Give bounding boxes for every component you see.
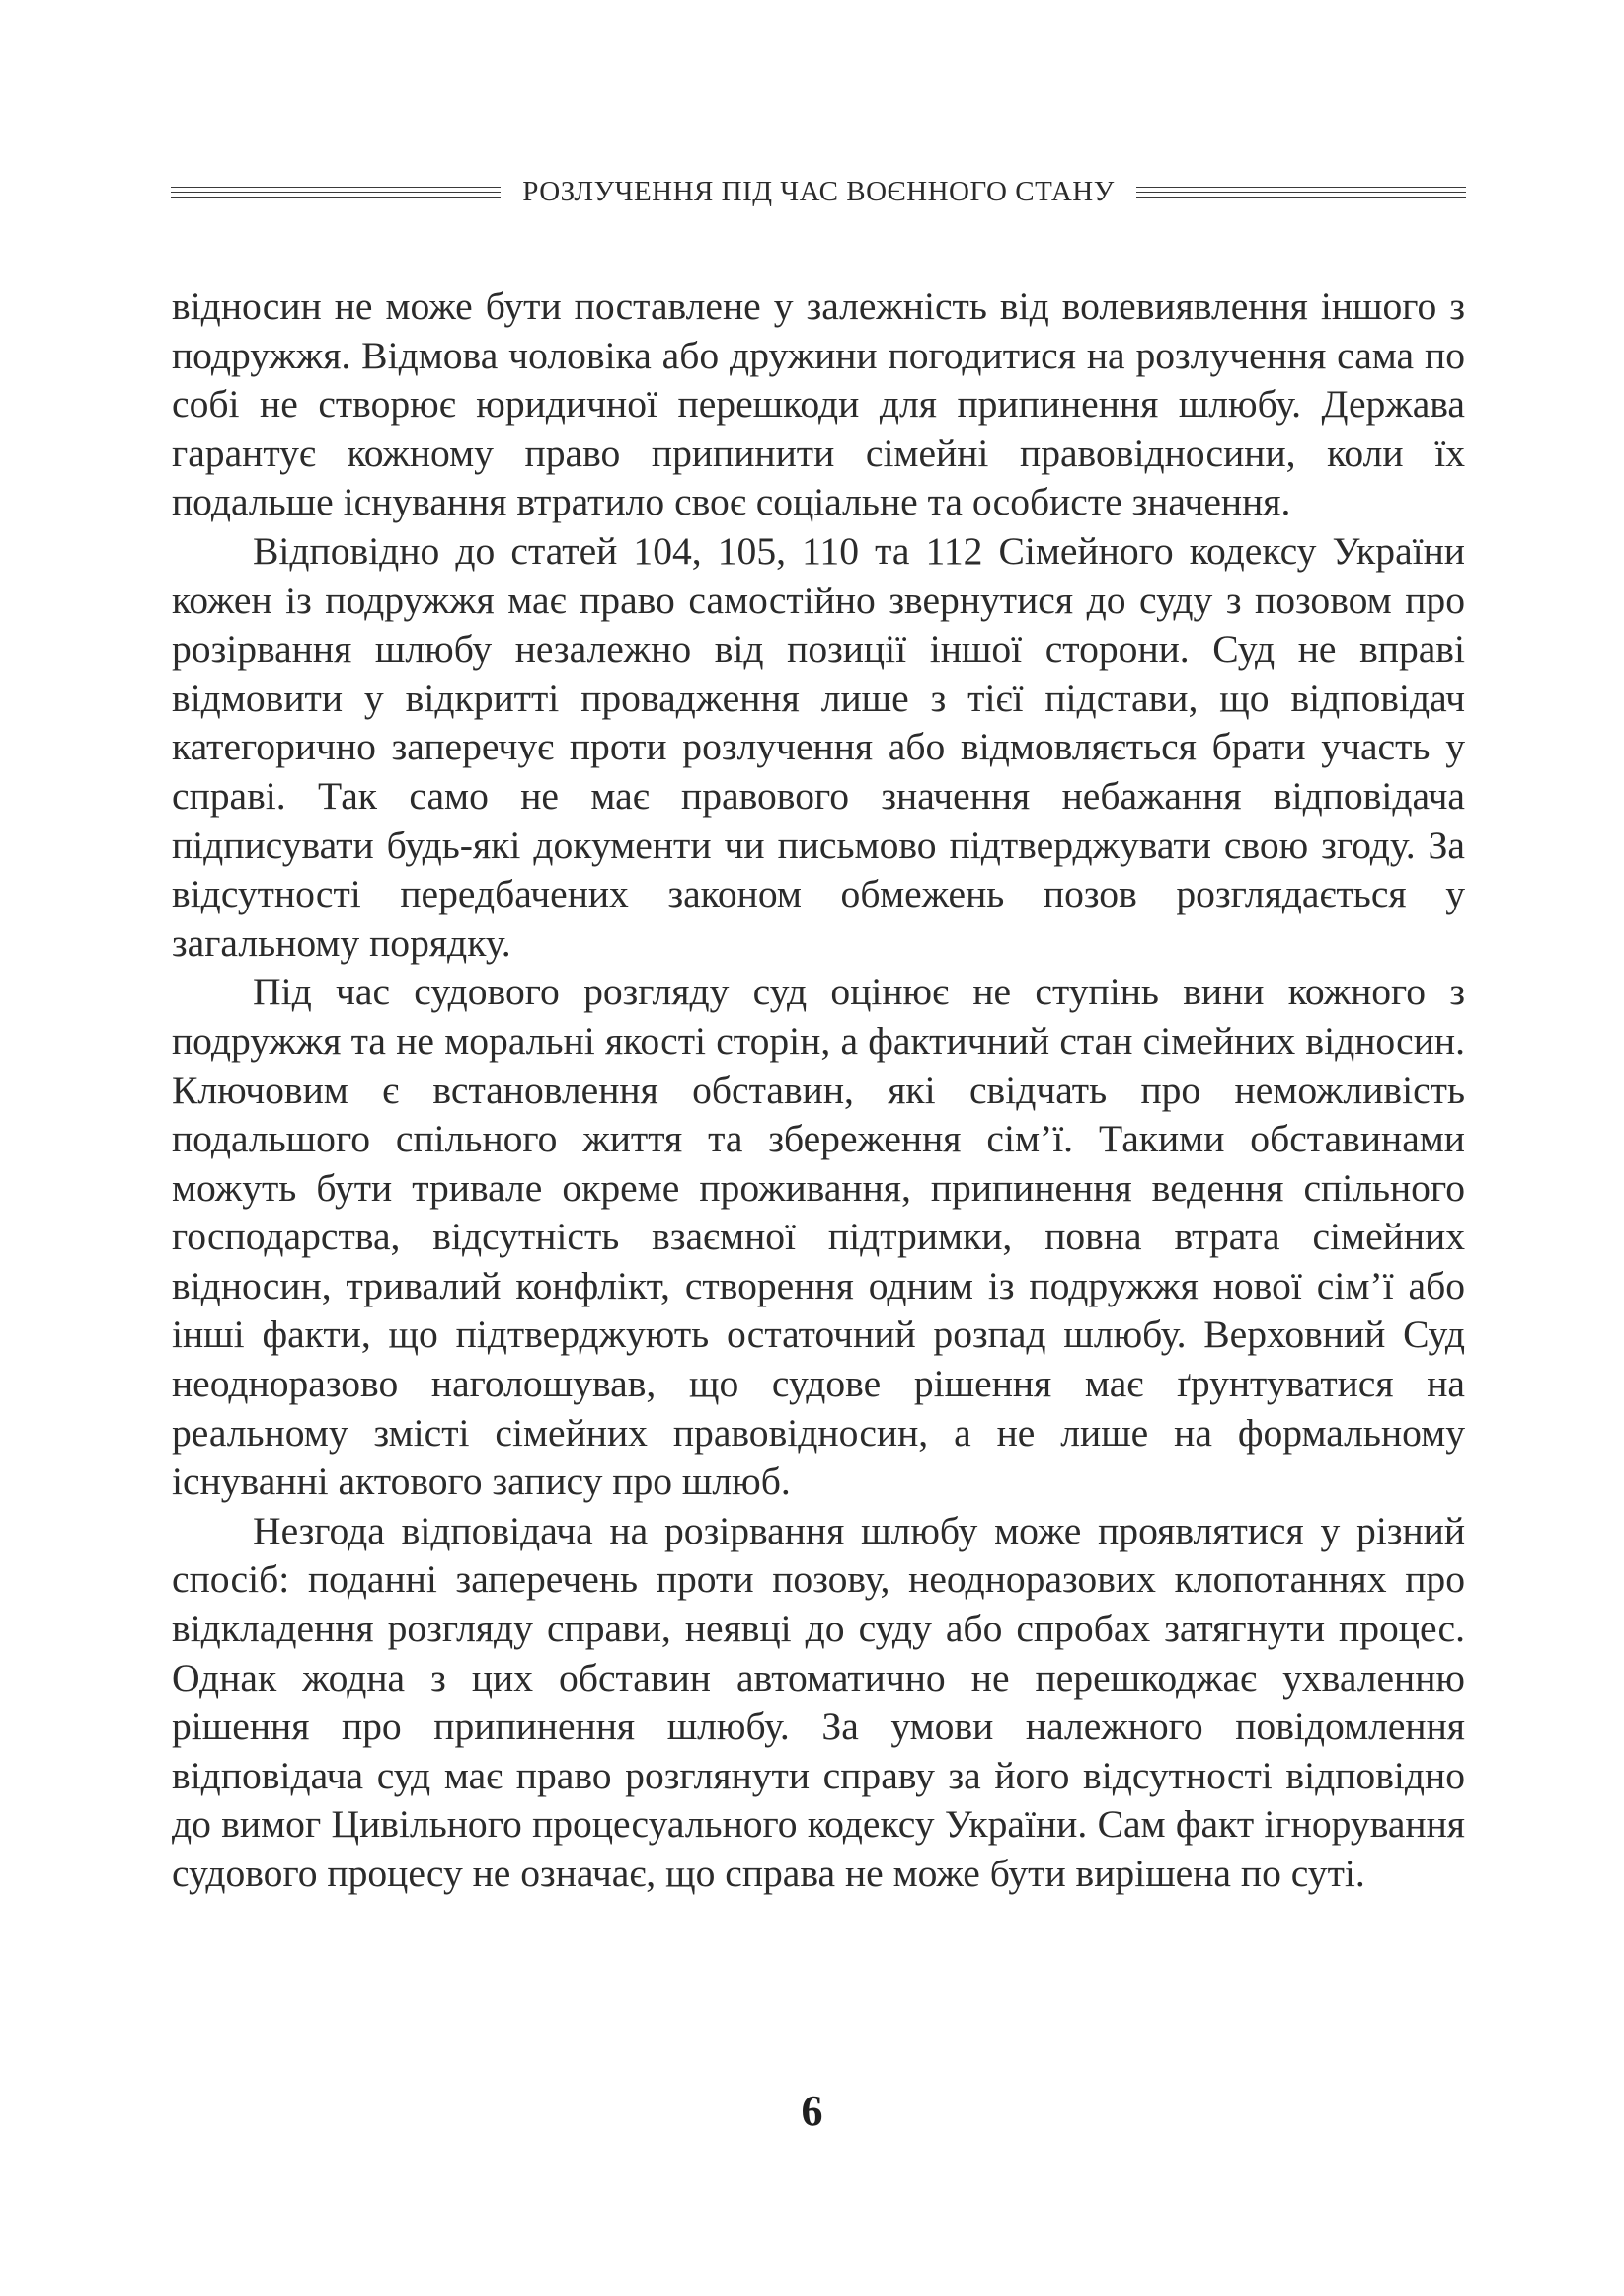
paragraph: Відповідно до статей 104, 105, 110 та 112 Сімейного кодексу України кожен із подружжя має право самостійно звернутися до суду з позовом про розірвання шлюбу незалежно від позиції іншої сторони. Суд не вправі відмовити у відкритті провадження лише з тієї підстави, що відповідач категорично заперечує проти розлучення або відмовляється брати участь у справі. Так само не має правового значення небажання відповідача підписувати будь-які документи чи письмово підтверджувати свою згоду. За відсутності передбачених законом обмежень позов розглядається у загальному порядку. — [172, 528, 1465, 965]
body-text — [172, 282, 1465, 1899]
page-number: 6 — [801, 2087, 823, 2135]
header-rule-right — [1136, 187, 1466, 198]
running-header — [171, 174, 1466, 209]
header-rule-left — [171, 187, 501, 198]
paragraph: Незгода відповідача на розірвання шлюбу може проявлятися у різний спосіб: поданні заперечень проти позову, неодноразових клопотаннях про відкладення розгляду справи, неявці до суду або спробах затягнути процес. Однак жодна з цих обставин автоматично не перешкоджає ухваленню рішення про припинення шлюбу. За умови належного повідомлення відповідача суд має право розглянути справу за його відсутності відповідно до вимог Цивільного процесуального кодексу України. Сам факт ігнорування судового процесу не означає, що справа не може бути вирішена по суті. — [172, 1508, 1465, 1895]
paragraph-continuation: відносин не може бути поставлене у залежність від волевиявлення іншого з подружжя. Відмова чоловіка або дружини погодитися на розлучення сама по собі не створює юридичної перешкоди для припинення шлюбу. Держава гарантує кожному право припинити сімейні правовідносини, коли їх подальше існування втратило своє соціальне та особисте значення. — [172, 284, 1465, 524]
paragraph: Під час судового розгляду суд оцінює не ступінь вини кожного з подружжя та не моральні якості сторін, а фактичний стан сімейних відносин. Ключовим є встановлення обставин, які свідчать про неможливість подальшого спільного життя та збереження сім’ї. Такими обставинами можуть бути тривале окреме проживання, припинення ведення спільного господарства, відсутність взаємної підтримки, повна втрата сімейних відносин, тривалий конфлікт, створення одним із подружжя нової сім’ї або інші факти, що підтверджують остаточний розпад шлюбу. Верховний Суд неодноразово наголошував, що судове рішення має ґрунтуватися на реальному змісті сімейних правовідносин, а не лише на формальному існуванні актового запису про шлюб. — [172, 970, 1465, 1504]
running-header-title: РОЗЛУЧЕННЯ ПІД ЧАС ВОЄННОГО СТАНУ — [522, 175, 1115, 207]
